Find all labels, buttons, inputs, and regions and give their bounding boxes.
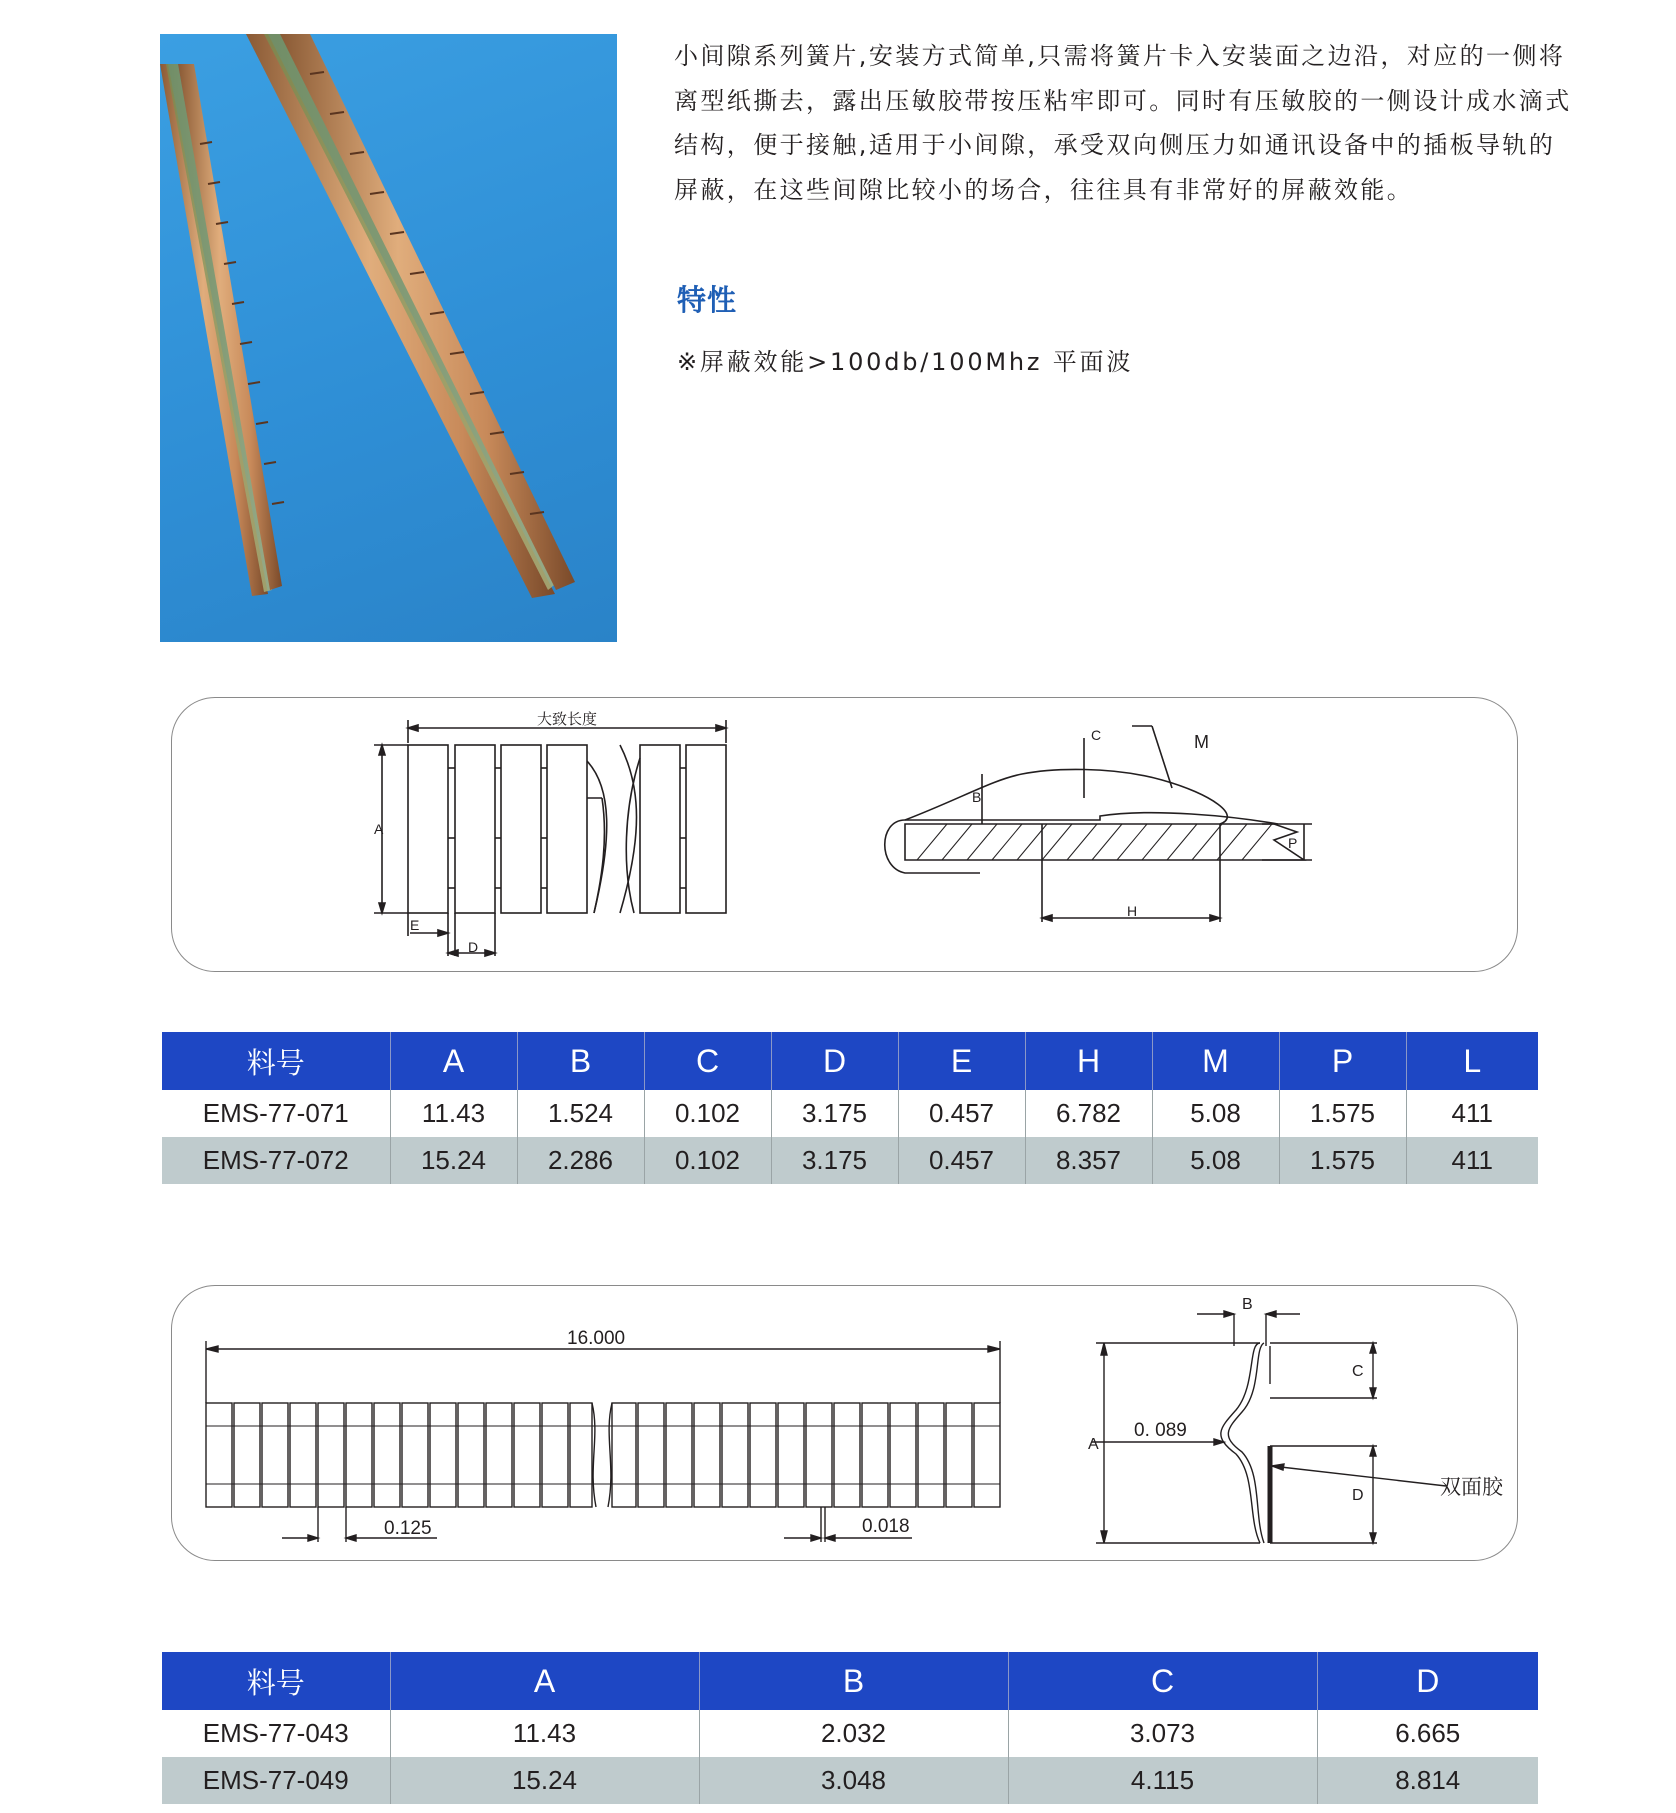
- table-cell: 11.43: [390, 1710, 699, 1757]
- table-cell: 11.43: [390, 1090, 517, 1137]
- table-cell: 1.575: [1279, 1090, 1406, 1137]
- table-cell: 411: [1406, 1090, 1538, 1137]
- dim-p-label: P: [1288, 835, 1298, 851]
- length-label: 16.000: [567, 1328, 626, 1349]
- table-cell: 3.175: [771, 1137, 898, 1184]
- table-cell: 0.457: [898, 1137, 1025, 1184]
- table-cell: 3.073: [1008, 1710, 1317, 1757]
- dim-c-label: C: [1091, 727, 1102, 743]
- dim-b-label: B: [972, 789, 982, 805]
- spec-table-2: [162, 1652, 1538, 1804]
- dim-d-label: D: [468, 939, 479, 955]
- table-cell: 2.032: [699, 1710, 1008, 1757]
- dim-b-label: B: [1242, 1296, 1253, 1313]
- features-heading: 特性: [677, 283, 738, 317]
- table-cell: 6.665: [1317, 1710, 1538, 1757]
- feature-item: ※屏蔽效能>100db/100Mhz 平面波: [677, 348, 1134, 376]
- hatch: [917, 824, 1272, 860]
- gap-label: 0.018: [862, 1516, 910, 1537]
- dim-a-label: A: [1088, 1436, 1099, 1453]
- tape-label: 双面胶: [1440, 1475, 1503, 1499]
- table-cell: 411: [1406, 1137, 1538, 1184]
- col-header-d: D: [1317, 1652, 1538, 1710]
- dim-c-label: C: [1352, 1363, 1364, 1380]
- col-header-b: B: [517, 1032, 644, 1090]
- dim-a-label: A: [374, 821, 384, 837]
- length-label: 大致长度: [536, 710, 598, 728]
- dim-h-label: H: [1127, 903, 1138, 919]
- dim-d-label: D: [1352, 1487, 1364, 1504]
- finger-row: [206, 1403, 1000, 1507]
- table-cell: 1.524: [517, 1090, 644, 1137]
- spec-table-1: [162, 1032, 1538, 1184]
- table-cell: 0.102: [644, 1137, 771, 1184]
- col-header-e: E: [898, 1032, 1025, 1090]
- table-cell: 4.115: [1008, 1757, 1317, 1804]
- table-header-row: [162, 1032, 1538, 1090]
- table-cell: 0.457: [898, 1090, 1025, 1137]
- col-header-part-no: 料号: [162, 1652, 390, 1710]
- table-cell: 5.08: [1152, 1090, 1279, 1137]
- cell-part-no: EMS-77-072: [162, 1137, 390, 1184]
- col-header-c: C: [644, 1032, 771, 1090]
- col-header-h: H: [1025, 1032, 1152, 1090]
- col-header-part-no: 料号: [162, 1032, 390, 1090]
- col-header-a: A: [390, 1652, 699, 1710]
- diagram-1: [172, 698, 1519, 973]
- table-cell: 8.814: [1317, 1757, 1538, 1804]
- dim-e-label: E: [410, 917, 420, 933]
- dim-m-label: M: [1194, 732, 1209, 752]
- table-cell: 15.24: [390, 1137, 517, 1184]
- table-row: [162, 1757, 1538, 1804]
- diagram-panel-2: [171, 1285, 1518, 1561]
- table-cell: 8.357: [1025, 1137, 1152, 1184]
- table-header-row: [162, 1652, 1538, 1710]
- col-header-p: P: [1279, 1032, 1406, 1090]
- table-row: [162, 1137, 1538, 1184]
- col-header-m: M: [1152, 1032, 1279, 1090]
- table-cell: 1.575: [1279, 1137, 1406, 1184]
- cell-part-no: EMS-77-071: [202, 1098, 349, 1128]
- table-row: [162, 1710, 1538, 1757]
- slot-label: 0.125: [384, 1518, 432, 1539]
- table-cell: 6.782: [1025, 1090, 1152, 1137]
- diagram-2: [172, 1286, 1519, 1562]
- cell-part-no: EMS-77-043: [202, 1718, 349, 1748]
- col-header-a: A: [390, 1032, 517, 1090]
- col-header-c: C: [1008, 1652, 1317, 1710]
- col-header-b: B: [699, 1652, 1008, 1710]
- table-cell: 3.175: [771, 1090, 898, 1137]
- cell-part-no: EMS-77-049: [162, 1757, 390, 1804]
- table-cell: 5.08: [1152, 1137, 1279, 1184]
- product-description: 小间隙系列簧片,安装方式简单,只需将簧片卡入安装面之边沿，对应的一侧将离型纸撕去，露出压敏胶带按压粘牢即可。同时有压敏胶的一侧设计成水滴式结构，便于接触,适用于小间隙，承受双向侧压力如通讯设备中的插板导轨的屏蔽，在这些间隙比较小的场合，往往具有非常好的屏蔽效能。: [674, 42, 1572, 204]
- col-header-d: D: [771, 1032, 898, 1090]
- col-header-l: L: [1406, 1032, 1538, 1090]
- table-cell: 0.102: [644, 1090, 771, 1137]
- table-cell: 2.286: [517, 1137, 644, 1184]
- finger-stock-strips-image: [160, 34, 617, 642]
- diagram-panel-1: [171, 697, 1518, 972]
- table-cell: 3.048: [699, 1757, 1008, 1804]
- table-row: [162, 1090, 1538, 1137]
- product-photo: [160, 34, 617, 642]
- thickness-label: 0. 089: [1134, 1420, 1187, 1441]
- table-cell: 15.24: [390, 1757, 699, 1804]
